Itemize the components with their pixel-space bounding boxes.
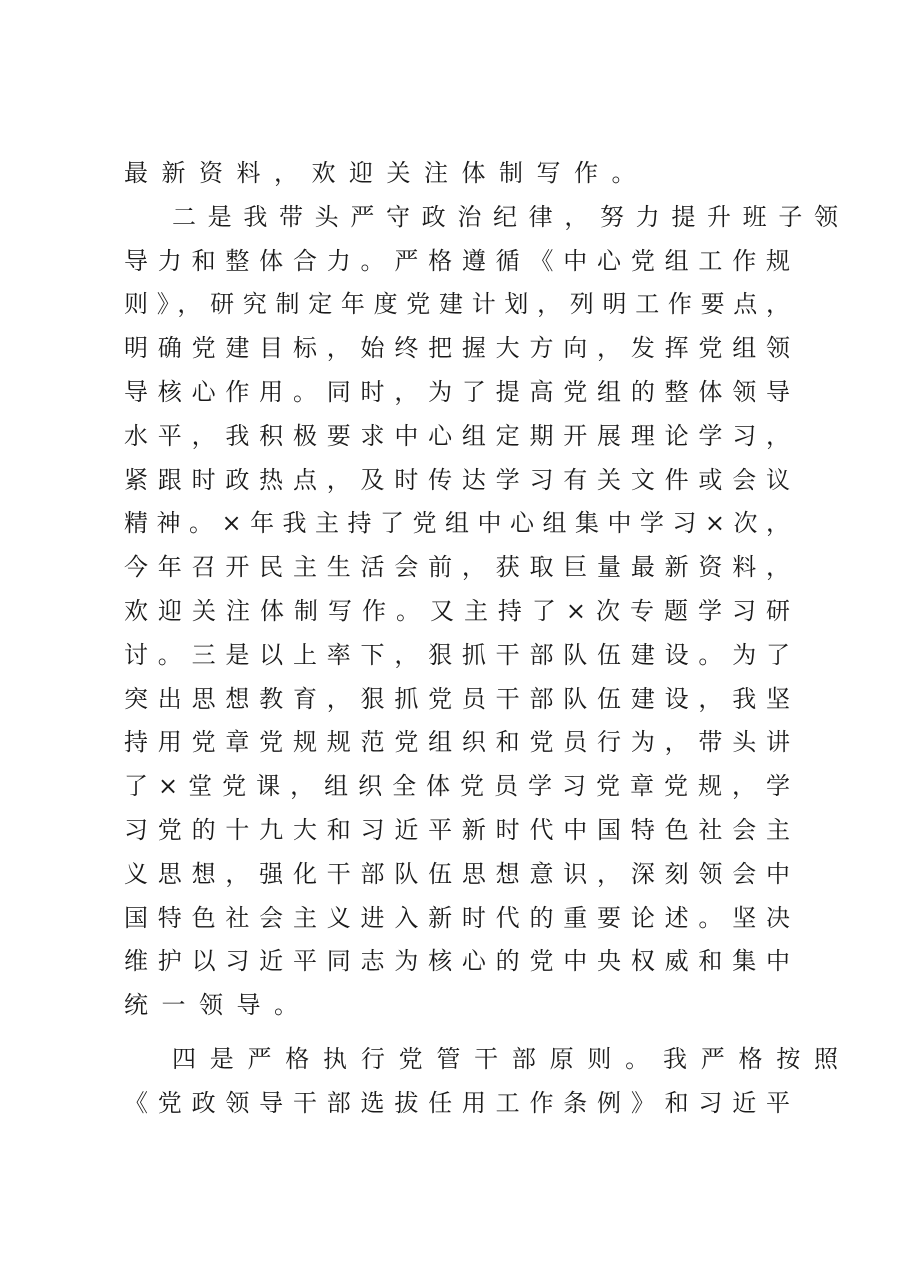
text-line: 紧跟时政热点，及时传达学习有关文件或会议 [124, 465, 790, 494]
text-line: 国特色社会主义进入新时代的重要论述。坚决 [124, 903, 790, 932]
text-line: 持用党章党规规范党组织和党员行为，带头讲 [124, 728, 790, 757]
text-line: 习党的十九大和习近平新时代中国特色社会主 [124, 815, 790, 844]
text-line: 今年召开民主生活会前，获取巨量最新资料， [124, 553, 790, 582]
text-line: 《党政领导干部选拔任用工作条例》和习近平 [124, 1088, 790, 1117]
text-line: 明确党建目标，始终把握大方向，发挥党组领 [124, 334, 790, 363]
text-line: 义思想，强化干部队伍思想意识，深刻领会中 [124, 859, 790, 888]
text-line: 维护以习近平同志为核心的党中央权威和集中 [124, 947, 790, 976]
text-line: 精神。×年我主持了党组中心组集中学习×次， [124, 509, 790, 538]
text-line: 欢迎关注体制写作。又主持了×次专题学习研 [124, 596, 790, 625]
paragraph-start-line: 二是我带头严守政治纪律，努力提升班子领 [172, 202, 838, 231]
body-text [124, 152, 838, 1126]
text-line: 突出思想教育，狠抓党员干部队伍建设，我坚 [124, 684, 790, 713]
text-line: 导核心作用。同时，为了提高党组的整体领导 [124, 377, 790, 406]
text-line: 水平，我积极要求中心组定期开展理论学习， [124, 421, 790, 450]
text-line: 则》，研究制定年度党建计划，列明工作要点， [124, 290, 790, 319]
text-line: 讨。三是以上率下，狠抓干部队伍建设。为了 [124, 640, 790, 669]
text-line: 了×堂党课，组织全体党员学习党章党规，学 [124, 772, 790, 801]
text-line: 导力和整体合力。严格遵循《中心党组工作规 [124, 246, 790, 275]
paragraph-gap [124, 1028, 804, 1038]
paragraph-start-line: 四是严格执行党管干部原则。我严格按照 [172, 1044, 838, 1073]
text-line: 统一领导。 [124, 991, 312, 1020]
text-line: 最新资料，欢迎关注体制写作。 [124, 159, 649, 187]
